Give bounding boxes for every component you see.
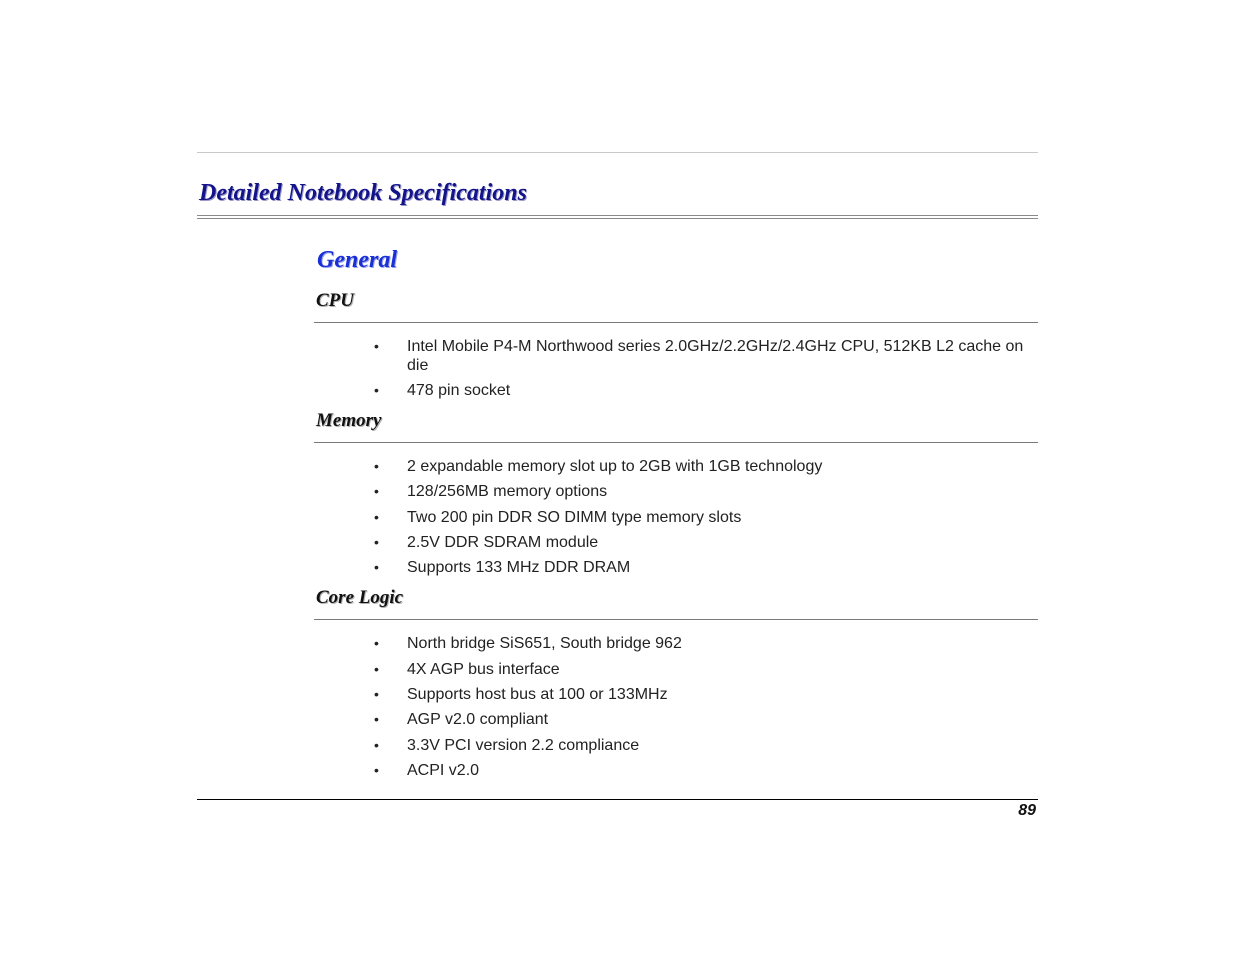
bullet: • [374, 635, 379, 651]
list-item-text: 4X AGP bus interface [407, 661, 560, 678]
cpu-heading: CPU [316, 290, 354, 311]
page-number: 89 [1018, 802, 1036, 819]
list-item [374, 558, 1037, 577]
bullet: • [374, 509, 379, 525]
list-item-text: 3.3V PCI version 2.2 compliance [407, 737, 640, 754]
list-item-text: North bridge SiS651, South bridge 962 [407, 635, 682, 652]
bullet: • [374, 711, 379, 727]
list-item [374, 736, 1037, 755]
list-item [374, 761, 1037, 780]
list-item-text: 478 pin socket [407, 382, 511, 399]
list-item-text: 2 expandable memory slot up to 2GB with 1GB technology [407, 458, 823, 475]
chapter-title-double-rule [197, 215, 1038, 219]
bullet: • [374, 559, 379, 575]
list-item [374, 381, 1037, 400]
footer-rule [197, 799, 1038, 800]
bullet: • [374, 338, 379, 354]
list-item-text: Two 200 pin DDR SO DIMM type memory slots [407, 509, 742, 526]
list-item [374, 634, 1037, 653]
list-item-text: 128/256MB memory options [407, 483, 608, 500]
memory-heading-rule [314, 442, 1038, 443]
header-rule [197, 152, 1038, 153]
list-item-text: ACPI v2.0 [407, 762, 480, 779]
bullet: • [374, 762, 379, 778]
list-item [374, 337, 1037, 375]
core-logic-heading-rule [314, 619, 1038, 620]
list-item [374, 457, 1037, 476]
cpu-heading-rule [314, 322, 1038, 323]
list-item [374, 508, 1037, 527]
list-item-text: Supports 133 MHz DDR DRAM [407, 559, 631, 576]
bullet: • [374, 534, 379, 550]
bullet: • [374, 458, 379, 474]
list-item [374, 685, 1037, 704]
list-item [374, 533, 1037, 552]
bullet: • [374, 661, 379, 677]
bullet: • [374, 483, 379, 499]
section-title: General [317, 247, 397, 273]
list-item [374, 660, 1037, 679]
list-item [374, 710, 1037, 729]
bullet: • [374, 686, 379, 702]
chapter-title: Detailed Notebook Specifications [199, 180, 527, 206]
core-logic-heading: Core Logic [316, 587, 404, 608]
bullet: • [374, 737, 379, 753]
list-item-text: 2.5V DDR SDRAM module [407, 534, 599, 551]
list-item-text: Supports host bus at 100 or 133MHz [407, 686, 668, 703]
memory-heading: Memory [316, 410, 382, 431]
list-item-text: AGP v2.0 compliant [407, 711, 549, 728]
list-item [374, 482, 1037, 501]
list-item-text: Intel Mobile P4-M Northwood series 2.0GHz/2.2GHz/2.4GHz CPU, 512KB L2 cache on die [407, 338, 1024, 374]
bullet: • [374, 382, 379, 398]
